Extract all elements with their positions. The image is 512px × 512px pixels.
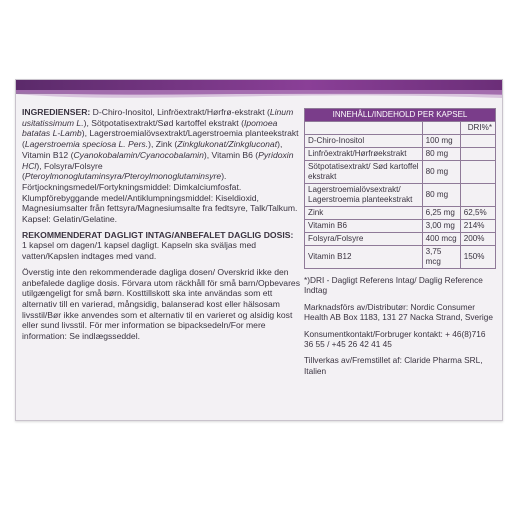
table-row: Sötpotatisextrakt/ Sød kartoffel ekstrakt 80 mg <box>305 161 496 184</box>
supplement-box-back <box>15 79 503 421</box>
marketer-text: Marknadsförs av/Distributør: Nordic Consumer Health AB Box 1183, 131 27 Nacka Strand, Sverige <box>304 301 493 323</box>
right-column <box>304 108 496 382</box>
dri-header: DRI%* <box>460 122 495 135</box>
nutrition-table <box>304 108 496 269</box>
table-row: Zink 6,25 mg 62,5% <box>305 207 496 220</box>
dose-paragraph: REKOMMENDERAT DAGLIGT INTAG/ANBEFALET DAGLIG DOSIS: 1 kapsel om dagen/1 kapsel dagligt. Kapseln ska sväljas med vatten/Kapslen indtages med vand. <box>22 229 294 262</box>
decorative-swirl <box>16 90 502 108</box>
left-text-column <box>22 107 300 347</box>
ingredients-paragraph: INGREDIENSER: D-Chiro-Inositol, Linfröextrakt/Hørfrø-ekstrakt (Linum usitatissimum L.), Sötpotatisextrakt/Sød kartoffel ekstrakt (Ipomoea batatas L-Lamb), Lagerstroemialövsextrakt/Lagerstroemia planteekstrakt (Lagerstroemia speciosa L. Pers.), Zink (Zinkglukonat/Zinkgluconat), Vitamin B12 (Cyanokobalamin/Cyanocobalamin), Vitamin B6 (Pyridoxin HCl), Folsyra/Folsyre (Pteroylmonoglutaminsyra/Pteroylmonoglutaminsyre). Förtjockningsmedel/Fortykningsmiddel: Dimkalciumfosfat. Klumpförebyggande medel/Antiklumpningsmiddel: Kiseldioxid, Magnesiumsalter från fettsyra/Magnesiumsalte fra fedtsyre, Talk/Talkum. Kapsel: Gelatin/Gelatine. <box>22 107 299 225</box>
company-info <box>304 275 496 376</box>
table-row: Folsyra/Folsyre 400 mcg 200% <box>305 233 496 246</box>
table-row: Vitamin B12 3,75 mcg 150% <box>305 246 496 269</box>
table-row: Linfröextrakt/Hørfrøekstrakt 80 mg <box>305 148 496 161</box>
ingredients-label: INGREDIENSER: <box>22 107 91 117</box>
table-row: Vitamin B6 3,00 mg 214% <box>305 220 496 233</box>
table-header: INNEHÅLL/INDEHOLD PER KAPSEL <box>305 109 496 122</box>
warning-paragraph: Överstig inte den rekommenderade dagliga dosen/ Overskrid ikke den anbefalede daglige dosis. Förvara utom räckhåll för små barn/Opbevares utilgængeligt for små børn. Kosttillskott ska inte användas som ett alternativ till en varierad, mångsidig, balanserad kost eller hälsosam livsstil/Bør ikke anvendes som et alternativ til en varieret og alsidig kost eller sund livsstil. För mer information se bipacksedeln/For mere information: Se indlægsseddel. <box>22 266 301 342</box>
table-row: D-Chiro-Inositol 100 mg <box>305 135 496 148</box>
dose-heading: REKOMMENDERAT DAGLIGT INTAG/ANBEFALET DAGLIG DOSIS: <box>22 229 294 240</box>
dri-note: *)DRI - Dagligt Referens Intag/ Daglig Reference Indtag <box>304 275 483 296</box>
manufacturer-text: Tillverkas av/Fremstillet af: Claride Pharma SRL, Italien <box>304 355 483 376</box>
table-row: Lagerstroemialövsextrakt/ Lagerstroemia planteekstrakt 80 mg <box>305 184 496 207</box>
contact-text: Konsumentkontakt/Forbruger kontakt: + 46(8)716 36 55 / +45 26 42 41 45 <box>304 328 486 350</box>
